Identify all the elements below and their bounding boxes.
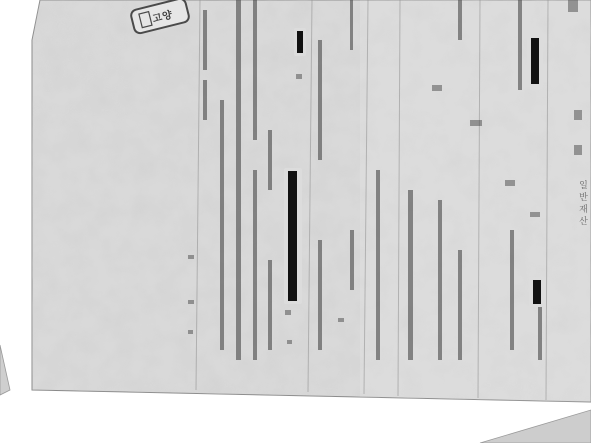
- redaction-bar-1: [297, 31, 303, 53]
- redaction-bar-3: [288, 171, 297, 301]
- redaction-bar-4: [533, 280, 541, 304]
- adjacent-sheet-bottom: [480, 410, 591, 443]
- redaction-bar-2: [531, 38, 539, 84]
- side-caption: 일반재산: [577, 180, 587, 228]
- adjacent-sheet-left: [0, 345, 10, 395]
- stamp-text: 고양: [151, 9, 174, 26]
- light-band: [360, 0, 591, 402]
